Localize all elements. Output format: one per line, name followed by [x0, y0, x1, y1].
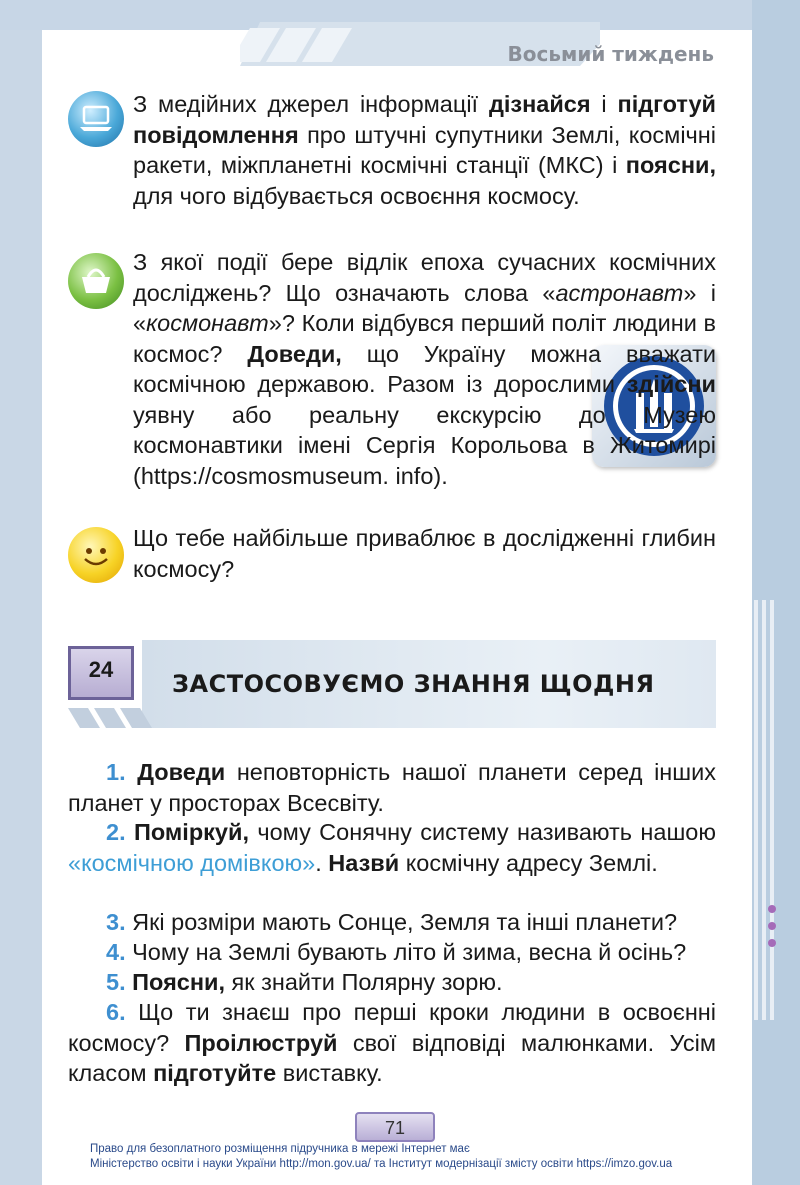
footer-line-1: Право для безоплатного розміщення підручника в мережі Інтернет має — [90, 1143, 470, 1155]
chapter-title: Восьмий тиждень — [507, 42, 714, 66]
activity-reflection: Що тебе найбільше приваблює в дослідженні глибин космосу? — [133, 525, 716, 582]
activity-media-report: З медійних джерел інформації дізнайся і підготуй повідомлення про штучні супутники Землі, космічні ракети, міжпланетні космічні станції (МКС) і поясни, для чого відбувається освоєння космосу. — [133, 91, 716, 209]
frame-ribs-decoration — [752, 600, 782, 1020]
section-header — [68, 640, 716, 730]
activity-space-era: З якої події бере відлік епоха сучасних космічних досліджень? Що означають слова «астронавт» і «космонавт»? Коли відбувся перший політ людини в космос? Доведи, що Україну можна вважати космічною державою. Разом із дорослими здійсни уявну або реальну екскурсію до Музею космонавтики імені Сергія Корольова в Житомирі (https://cosmosmuseum. info). — [133, 249, 716, 489]
task-6: 6. Що ти знаєш про перші кроки людини в освоєнні космосу? Проілюструй свої відповіді малюнками. Усім класом підготуйте виставку. — [68, 999, 716, 1086]
laptop-icon — [68, 91, 124, 147]
section-stripes-decoration — [68, 704, 168, 730]
page-frame-left — [0, 0, 42, 1185]
task-2: 2. Поміркуй, чому Сонячну систему називають нашою «космічною домівкою». Назви́ космічну адресу Землі. — [68, 819, 716, 876]
task-5: 5. Поясни, як знайти Полярну зорю. — [106, 969, 503, 995]
section-title: ЗАСТОСОВУЄМО ЗНАННЯ ЩОДНЯ — [172, 670, 655, 698]
section-number-box — [68, 646, 134, 700]
footer-license — [90, 1142, 672, 1172]
basket-icon — [68, 253, 124, 309]
task-4: 4. Чому на Землі бувають літо й зима, весна й осінь? — [106, 939, 687, 965]
task-3: 3. Які розміри мають Сонце, Земля та інші планети? — [106, 909, 678, 935]
page-number: 71 — [384, 1118, 406, 1138]
footer-line-2: Міністерство освіти і науки України http://mon.gov.ua/ та Інститут модернізації змісту освіти https://imzo.gov.ua — [90, 1158, 673, 1170]
frame-dots-decoration — [768, 905, 776, 956]
task-1: 1. Доведи неповторність нашої планети серед інших планет у просторах Всесвіту. — [68, 759, 717, 816]
smile-icon — [68, 527, 124, 583]
section-number: 24 — [88, 657, 114, 682]
